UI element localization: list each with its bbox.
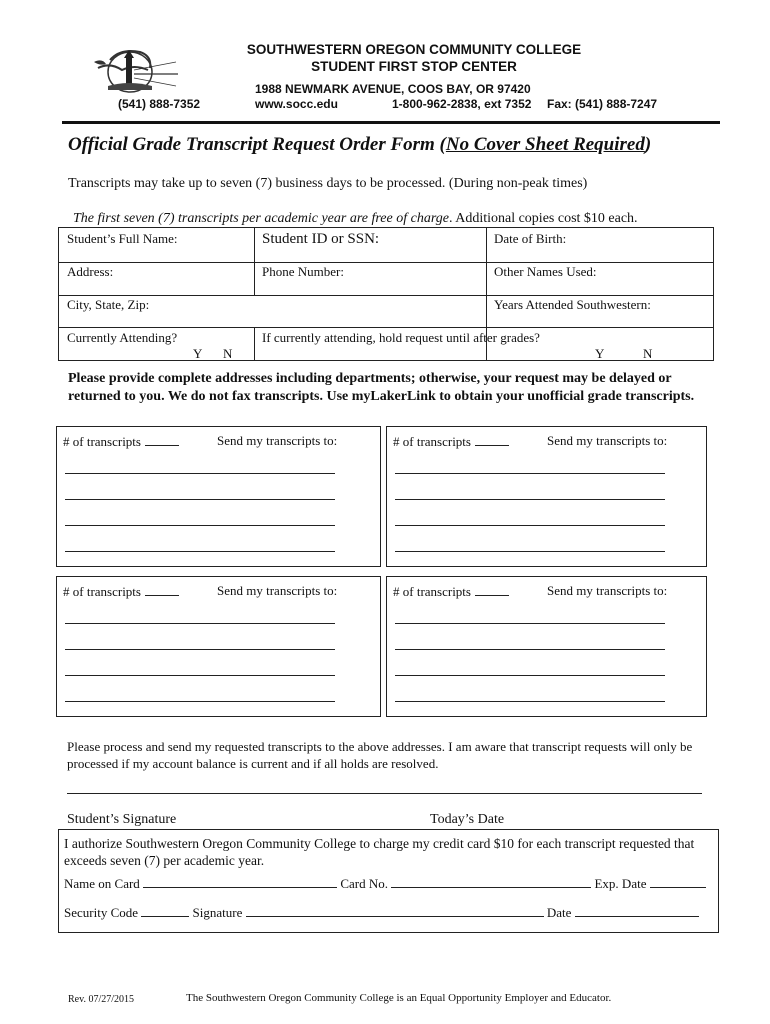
exp-date-input[interactable]	[650, 875, 706, 888]
transcript-count-label: # of transcripts	[393, 434, 471, 449]
transcript-count-field[interactable]	[393, 433, 509, 450]
college-logo	[90, 40, 182, 102]
dob-field[interactable]: Date of Birth:	[494, 231, 567, 246]
address-box	[56, 576, 381, 717]
transcript-count-field[interactable]	[393, 583, 509, 600]
processing-note: Transcripts may take up to seven (7) business days to be processed. (During non-peak times)	[68, 176, 588, 191]
authorization-text: Please process and send my requested transcripts to the above addresses. I am aware that transcript requests will only be processed if my account balance is current and if all holds are resolved.	[67, 739, 693, 771]
address-line-input[interactable]	[395, 499, 665, 500]
header-rule	[62, 121, 720, 124]
hold-request-label: If currently attending, hold request until after grades?	[262, 330, 540, 345]
title-close: )	[644, 134, 652, 155]
transcript-count-label: # of transcripts	[63, 434, 141, 449]
address-line-input[interactable]	[395, 551, 665, 552]
transcript-count-input[interactable]	[475, 583, 509, 596]
college-tollfree: 1-800-962-2838, ext 7352	[392, 97, 532, 111]
card-no-input[interactable]	[391, 875, 591, 888]
todays-date-label: Today’s Date	[430, 812, 505, 827]
credit-authorization-text: I authorize Southwestern Oregon Community College to charge my credit card $10 for each transcript requested that exceeds seven (7) per academic year.	[64, 836, 695, 868]
address-line-input[interactable]	[395, 675, 665, 676]
send-to-label: Send my transcripts to:	[217, 583, 338, 598]
address-line-input[interactable]	[65, 701, 335, 702]
transcript-count-input[interactable]	[145, 583, 179, 596]
college-name: SOUTHWESTERN OREGON COMMUNITY COLLEGE	[246, 42, 582, 57]
signature-line[interactable]	[67, 793, 702, 794]
transcript-count-input[interactable]	[475, 433, 509, 446]
revision-date: Rev. 07/27/2015	[68, 994, 135, 1005]
college-address: 1988 NEWMARK AVENUE, COOS BAY, OR 97420	[255, 82, 531, 96]
security-code-input[interactable]	[141, 904, 189, 917]
address-line-input[interactable]	[395, 649, 665, 650]
college-phone: (541) 888-7352	[118, 97, 201, 111]
free-note	[73, 211, 638, 227]
table-row-divider	[58, 327, 714, 328]
card-no-label: Card No.	[340, 876, 388, 891]
card-date-input[interactable]	[575, 904, 699, 917]
transcript-count-input[interactable]	[145, 433, 179, 446]
address-line-input[interactable]	[395, 525, 665, 526]
other-names-field[interactable]: Other Names Used:	[494, 264, 597, 279]
credit-row-1	[64, 875, 706, 892]
address-line-input[interactable]	[395, 623, 665, 624]
currently-attending-yes[interactable]: Y	[193, 346, 203, 361]
currently-attending-label: Currently Attending?	[67, 330, 178, 345]
address-box	[56, 426, 381, 567]
title-underlined: No Cover Sheet Required	[445, 134, 645, 155]
address-line-input[interactable]	[65, 499, 335, 500]
exp-date-label: Exp. Date	[594, 876, 647, 891]
transcript-count-label: # of transcripts	[63, 584, 141, 599]
send-to-label: Send my transcripts to:	[217, 433, 338, 448]
name-on-card-label: Name on Card	[64, 876, 140, 891]
address-box	[386, 426, 707, 567]
hold-request-yes[interactable]: Y	[595, 346, 605, 361]
transcript-count-field[interactable]	[63, 433, 179, 450]
name-on-card-input[interactable]	[143, 875, 337, 888]
send-to-label: Send my transcripts to:	[547, 583, 668, 598]
phone-field[interactable]: Phone Number:	[262, 264, 344, 279]
security-code-label: Security Code	[64, 905, 139, 920]
table-col-divider	[254, 327, 255, 361]
form-title	[68, 134, 651, 156]
table-col-divider	[254, 227, 255, 295]
transcript-count-field[interactable]	[63, 583, 179, 600]
address-line-input[interactable]	[395, 701, 665, 702]
city-state-zip-field[interactable]: City, State, Zip:	[67, 297, 150, 312]
years-attended-field[interactable]: Years Attended Southwestern:	[494, 297, 651, 312]
address-line-input[interactable]	[65, 473, 335, 474]
address-field[interactable]: Address:	[67, 264, 114, 279]
student-id-field[interactable]: Student ID or SSN:	[262, 231, 380, 247]
address-instructions: Please provide complete addresses including departments; otherwise, your request may be delayed or returned to you. We do not fax transcripts. Use myLakerLink to obtain your unofficial grade transcripts.	[68, 371, 695, 404]
card-signature-input[interactable]	[246, 904, 544, 917]
address-line-input[interactable]	[65, 525, 335, 526]
student-signature-label: Student’s Signature	[67, 812, 177, 827]
transcript-count-label: # of transcripts	[393, 584, 471, 599]
free-note-italic: The first seven (7) transcripts per academic year are free of charge	[73, 211, 449, 226]
table-row-divider	[58, 262, 714, 263]
send-to-label: Send my transcripts to:	[547, 433, 668, 448]
card-signature-label: Signature	[192, 905, 243, 920]
hold-request-no[interactable]: N	[643, 346, 653, 361]
credit-row-2	[64, 904, 699, 921]
address-line-input[interactable]	[395, 473, 665, 474]
address-line-input[interactable]	[65, 649, 335, 650]
address-box	[386, 576, 707, 717]
table-row-divider	[58, 295, 714, 296]
college-fax: Fax: (541) 888-7247	[547, 97, 658, 111]
full-name-field[interactable]: Student’s Full Name:	[67, 231, 178, 246]
eeo-statement: The Southwestern Oregon Community College is an Equal Opportunity Employer and Educator.	[186, 992, 612, 1004]
center-name: STUDENT FIRST STOP CENTER	[311, 59, 517, 74]
address-line-input[interactable]	[65, 623, 335, 624]
card-date-label: Date	[546, 905, 572, 920]
free-note-rest: . Additional copies cost $10 each.	[448, 211, 638, 226]
currently-attending-no[interactable]: N	[223, 346, 233, 361]
title-text: Official Grade Transcript Request Order Form (	[68, 134, 446, 155]
address-line-input[interactable]	[65, 675, 335, 676]
address-line-input[interactable]	[65, 551, 335, 552]
college-website: www.socc.edu	[255, 97, 338, 111]
